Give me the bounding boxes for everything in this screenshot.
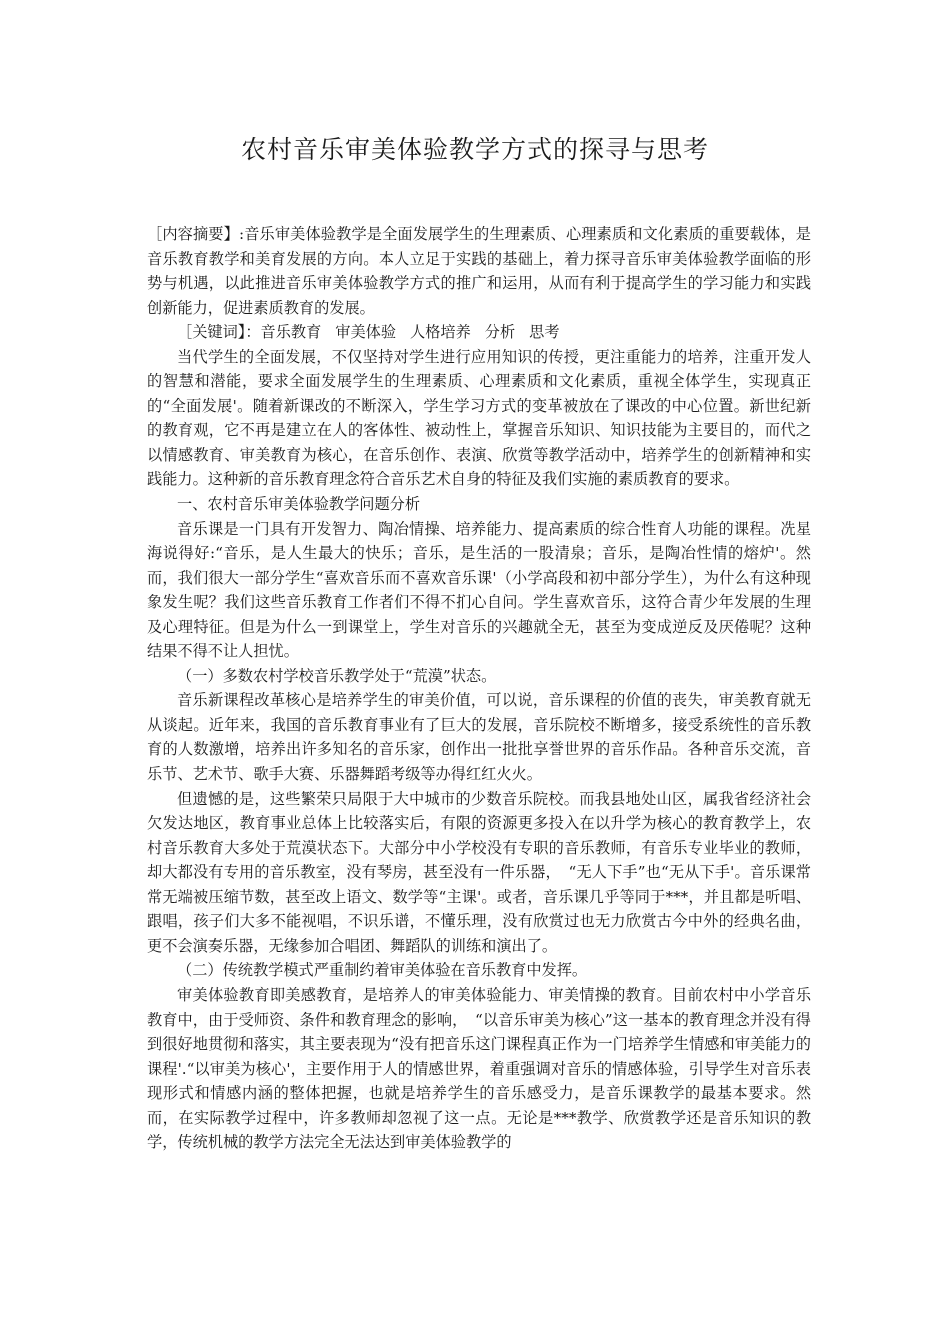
keyword: 审美体验	[335, 323, 397, 342]
document-title: 农村音乐审美体验教学方式的探寻与思考	[240, 135, 709, 164]
subsection-heading: （一）多数农村学校音乐教学处于“荒漠”状态。	[177, 666, 497, 685]
keyword: 思考	[529, 323, 560, 342]
keyword: 音乐教育	[260, 323, 322, 342]
body-paragraph: 审美体验教育即美感教育，是培养人的审美体验能力、审美情操的教育。目前农村中小学音乐教育中，由于受师资、条件和教育理念的影响， “以音乐审美为核心”这一基本的教育理念并没有得到很好地贯彻和落实，其主要表现为“没有把音乐这门课程真正作为一门培养学生情感和审美能力的课程'.“以审美为核心'，主要作用于人的情感世界，着重强调对音乐的情感体验，引导学生对音乐表现形式和情感内涵的整体把握，也就是培养学生的音乐感受力，是音乐课教学的最基本要求。然而，在实际教学过程中，许多教师却忽视了这一点。无论是***教学、欣赏教学还是音乐知识的教学，传统机械的教学方法完全无法达到审美体验教学的	[147, 985, 811, 1152]
subsection-heading: （二）传统教学模式严重制约着审美体验在音乐教育中发挥。	[177, 961, 588, 980]
keyword: 人格培养	[410, 323, 471, 342]
abstract-text: :音乐审美体验教学是全面发展学生的生理素质、心理素质和文化素质的重要载体，是音乐教育教学和美育发展的方向。本人立足于实践的基础上，着力探寻音乐审美体验教学面临的形势与机遇，以此推进音乐审美体验教学方式的推广和运用，从而有利于提高学生的学习能力和实践创新能力，促进素质教育的发展。	[147, 225, 811, 317]
keywords-label: ［关键词】：	[177, 323, 261, 342]
body-paragraph: 但遗憾的是，这些繁荣只局限于大中城市的少数音乐院校。而我县地处山区，属我省经济社会欠发达地区，教育事业总体上比较落实后，有限的资源更多投入在以升学为核心的教育教学上，农村音乐教育大多处于荒漠状态下。大部分中小学校没有专职的音乐教师，有音乐专业毕业的教师，却大都没有专用的音乐教室，没有琴房，甚至没有一件乐器， “无人下手”也“无从下手'。音乐课常常无端被压缩节数，甚至改上语文、数学等“主课'。或者，音乐课几乎等同于***，并且都是听唱、跟唱，孩子们大多不能视唱，不识乐谱，不懂乐理，没有欣赏过也无力欣赏古今中外的经典名曲，更不会演奏乐器，无缘参加合唱团、舞蹈队的训练和演出了。	[147, 789, 811, 955]
keyword: 分析	[484, 323, 516, 342]
body-paragraph: 当代学生的全面发展，不仅坚持对学生进行应用知识的传授，更注重能力的培养，注重开发人的智慧和潜能，要求全面发展学生的生理素质、心理素质和文化素质，重视全体学生，实现真正的“全面发展'。随着新课改的不断深入，学生学习方式的变革被放在了课改的中心位置。新世纪新的教育观，它不再是建立在人的客体性、被动性上，掌握音乐知识、知识技能为主要目的，而代之以情感教育、审美教育为核心，在音乐创作、表演、欣赏等教学活动中，培养学生的创新精神和实践能力。这种新的音乐教育理念符合音乐艺术自身的特征及我们实施的素质教育的要求。	[147, 347, 811, 489]
abstract-paragraph	[147, 222, 811, 320]
keywords-paragraph	[147, 320, 811, 345]
abstract-label: ［内容摘要】	[147, 225, 239, 243]
body-paragraph: 音乐课是一门具有开发智力、陶冶情操、培养能力、提高素质的综合性育人功能的课程。冼星海说得好:“音乐，是人生最大的快乐；音乐，是生活的一股清泉；音乐，是陶冶性情的熔炉'。然而，我们很大一部分学生“喜欢音乐而不喜欢音乐课'（小学高段和初中部分学生），为什么有这种现象发生呢？我们这些音乐教育工作者们不得不扪心自问。学生喜欢音乐，这符合青少年发展的生理及心理特征。但是为什么一到课堂上，学生对音乐的兴趣就全无，甚至为变成逆反及厌倦呢？这种结果不得不让人担忧。	[147, 519, 811, 661]
body-paragraph: 音乐新课程改革核心是培养学生的审美价值，可以说，音乐课程的价值的丧失，审美教育就无从谈起。近年来，我国的音乐教育事业有了巨大的发展，音乐院校不断增多，接受系统性的音乐教育的人数激增，培养出许多知名的音乐家，创作出一批批享誉世界的音乐作品。各种音乐交流，音乐节、艺术节、歌手大赛、乐器舞蹈考级等办得红红火火。	[147, 691, 811, 784]
document-body	[147, 222, 811, 1155]
section-heading: 一、农村音乐审美体验教学问题分析	[177, 495, 420, 514]
